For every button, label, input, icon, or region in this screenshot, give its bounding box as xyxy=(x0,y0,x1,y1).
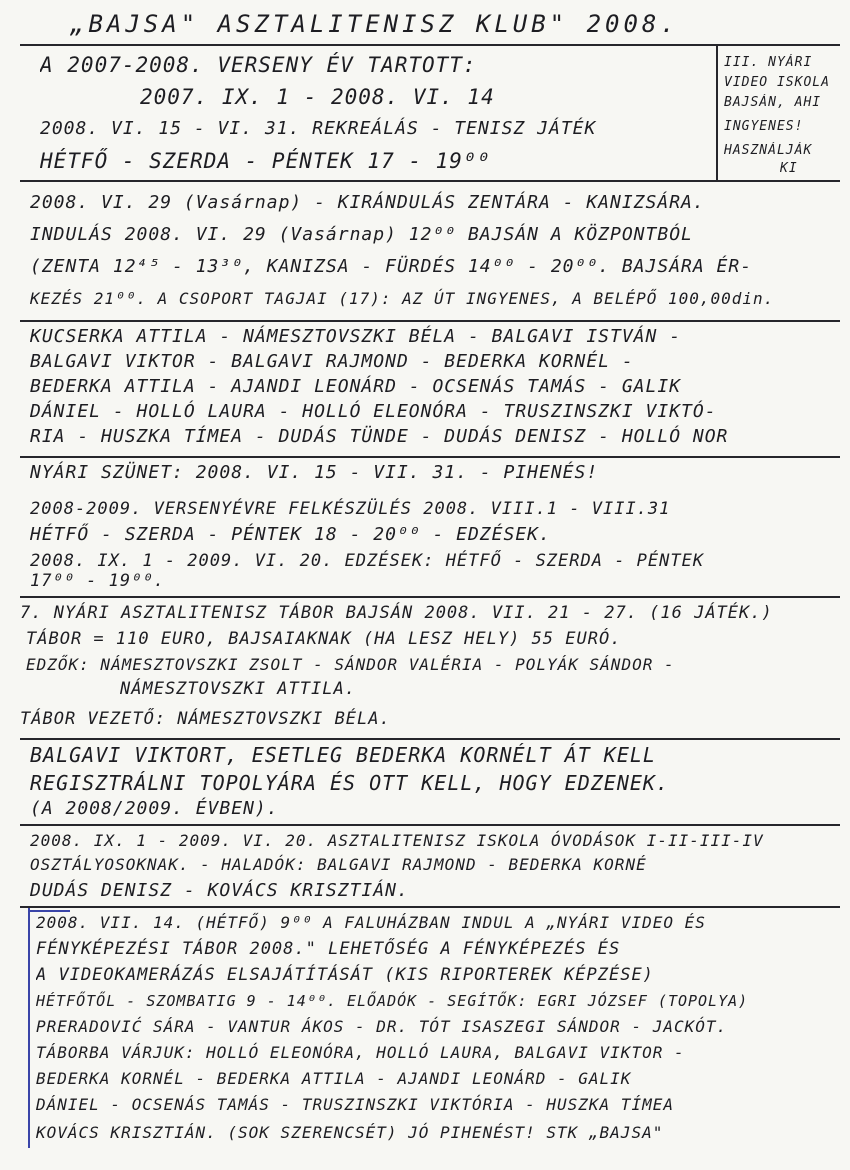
schedule-line: HÉTFŐ - SZERDA - PÉNTEK 18 - 20⁰⁰ - EDZÉSEK. xyxy=(30,524,551,545)
video-camp-line: 2008. VII. 14. (HÉTFŐ) 9⁰⁰ A FALUHÁZBAN INDUL A „NYÁRI VIDEO ÉS xyxy=(36,913,706,932)
video-camp-line: A VIDEOKAMERÁZÁS ELSAJÁTÍTÁSÁT (KIS RIPORTEREK KÉPZÉSE) xyxy=(36,965,654,985)
member-line: RIA - HUSZKA TÍMEA - DUDÁS TÜNDE - DUDÁS DENISZ - HOLLÓ NOR xyxy=(30,426,729,447)
season-line: A 2007-2008. VERSENY ÉV TARTOTT: xyxy=(40,53,477,77)
schedule-line: 2008-2009. VERSENYÉVRE FELKÉSZÜLÉS 2008. VIII.1 - VIII.31 xyxy=(30,499,671,519)
member-line: KUCSERKA ATTILA - NÁMESZTOVSZKI BÉLA - BALGAVI ISTVÁN - xyxy=(30,326,682,347)
video-camp-line: DÁNIEL - OCSENÁS TAMÁS - TRUSZINSZKI VIKTÓRIA - HUSZKA TÍMEA xyxy=(36,1095,674,1114)
camp-line: TÁBOR VEZETŐ: NÁMESZTOVSZKI BÉLA. xyxy=(20,709,391,729)
season-line: HÉTFŐ - SZERDA - PÉNTEK 17 - 19⁰⁰ xyxy=(40,149,491,173)
trip-section xyxy=(0,182,850,320)
side-note-line: INGYENES! xyxy=(724,119,804,134)
season-header-block xyxy=(0,46,850,180)
school-section xyxy=(0,826,850,906)
video-camp-line: BEDERKA KORNÉL - BEDERKA ATTILA - AJANDI LEONÁRD - GALIK xyxy=(36,1069,632,1088)
schedule-line: 2008. IX. 1 - 2009. VI. 20. EDZÉSEK: HÉTFŐ - SZERDA - PÉNTEK xyxy=(30,551,705,571)
side-note-line: HASZNÁLJÁK xyxy=(724,143,813,158)
camp-line: 7. NYÁRI ASZTALITENISZ TÁBOR BAJSÁN 2008. VII. 21 - 27. (16 JÁTÉK.) xyxy=(20,603,773,623)
side-note-line: BAJSÁN, AHI xyxy=(724,95,822,110)
camp-line: EDZŐK: NÁMESZTOVSZKI ZSOLT - SÁNDOR VALÉRIA - POLYÁK SÁNDOR - xyxy=(26,655,675,674)
camp-line: NÁMESZTOVSZKI ATTILA. xyxy=(120,679,356,699)
group-members-section xyxy=(0,322,850,454)
member-line: DÁNIEL - HOLLÓ LAURA - HOLLÓ ELEONÓRA - TRUSZINSZKI VIKTÓ- xyxy=(30,401,717,422)
divider xyxy=(716,46,718,180)
school-line: DUDÁS DENISZ - KOVÁCS KRISZTIÁN. xyxy=(30,880,409,901)
registration-line: REGISZTRÁLNI TOPOLYÁRA ÉS OTT KELL, HOGY EDZENEK. xyxy=(30,771,670,795)
season-line: 2007. IX. 1 - 2008. VI. 14 xyxy=(140,85,495,109)
registration-section xyxy=(0,740,850,824)
trip-line: 2008. VI. 29 (Vasárnap) - KIRÁNDULÁS ZENTÁRA - KANIZSÁRA. xyxy=(30,192,705,213)
trip-line: INDULÁS 2008. VI. 29 (Vasárnap) 12⁰⁰ BAJSÁN A KÖZPONTBÓL xyxy=(30,224,693,245)
video-camp-line: HÉTFŐTŐL - SZOMBATIG 9 - 14⁰⁰. ELŐADÓK - SEGÍTŐK: EGRI JÓZSEF (TOPOLYA) xyxy=(36,992,749,1010)
school-line: 2008. IX. 1 - 2009. VI. 20. ASZTALITENISZ ISKOLA ÓVODÁSOK I-II-III-IV xyxy=(30,831,764,850)
schedule-line: NYÁRI SZÜNET: 2008. VI. 15 - VII. 31. - PIHENÉS! xyxy=(30,462,599,483)
trip-line: (ZENTA 12⁴⁵ - 13³⁰, KANIZSA - FÜRDÉS 14⁰⁰ - 20⁰⁰. BAJSÁRA ÉR- xyxy=(30,256,753,277)
side-note-line: KI xyxy=(780,161,798,176)
video-camp-line: PRERADOVIĆ SÁRA - VANTUR ÁKOS - DR. TÓT ISASZEGI SÁNDOR - JACKÓT. xyxy=(36,1017,728,1036)
school-line: OSZTÁLYOSOKNAK. - HALADÓK: BALGAVI RAJMOND - BEDERKA KORNÉ xyxy=(30,855,647,874)
camp-section xyxy=(0,598,850,736)
document-title: „BAJSA" ASZTALITENISZ KLUB" 2008. xyxy=(70,10,679,38)
member-line: BALGAVI VIKTOR - BALGAVI RAJMOND - BEDERKA KORNÉL - xyxy=(30,351,634,372)
registration-line: (A 2008/2009. ÉVBEN). xyxy=(30,798,279,819)
trip-line: KEZÉS 21⁰⁰. A CSOPORT TAGJAI (17): AZ ÚT INGYENES, A BELÉPŐ 100,00din. xyxy=(30,289,775,308)
season-line: 2008. VI. 15 - VI. 31. REKREÁLÁS - TENISZ JÁTÉK xyxy=(40,118,597,139)
registration-line: BALGAVI VIKTORT, ESETLEG BEDERKA KORNÉLT ÁT KELL xyxy=(30,743,656,767)
video-camp-line: KOVÁCS KRISZTIÁN. (SOK SZERENCSÉT) JÓ PIHENÉST! STK „BAJSA" xyxy=(36,1123,664,1142)
side-note-line: VIDEO ISKOLA xyxy=(724,75,830,90)
summer-break-section xyxy=(0,458,850,594)
video-camp-line: TÁBORBA VÁRJUK: HOLLÓ ELEONÓRA, HOLLÓ LAURA, BALGAVI VIKTOR - xyxy=(36,1043,685,1062)
member-line: BEDERKA ATTILA - AJANDI LEONÁRD - OCSENÁS TAMÁS - GALIK xyxy=(30,376,682,397)
video-camp-line: FÉNYKÉPEZÉSI TÁBOR 2008." LEHETŐSÉG A FÉNYKÉPEZÉS ÉS xyxy=(36,939,621,959)
video-camp-section xyxy=(0,908,850,1158)
camp-line: TÁBOR = 110 EURO, BAJSAIAKNAK (HA LESZ HELY) 55 EURÓ. xyxy=(26,629,622,649)
schedule-line: 17⁰⁰ - 19⁰⁰. xyxy=(30,571,165,591)
side-note-line: III. NYÁRI xyxy=(724,55,813,70)
